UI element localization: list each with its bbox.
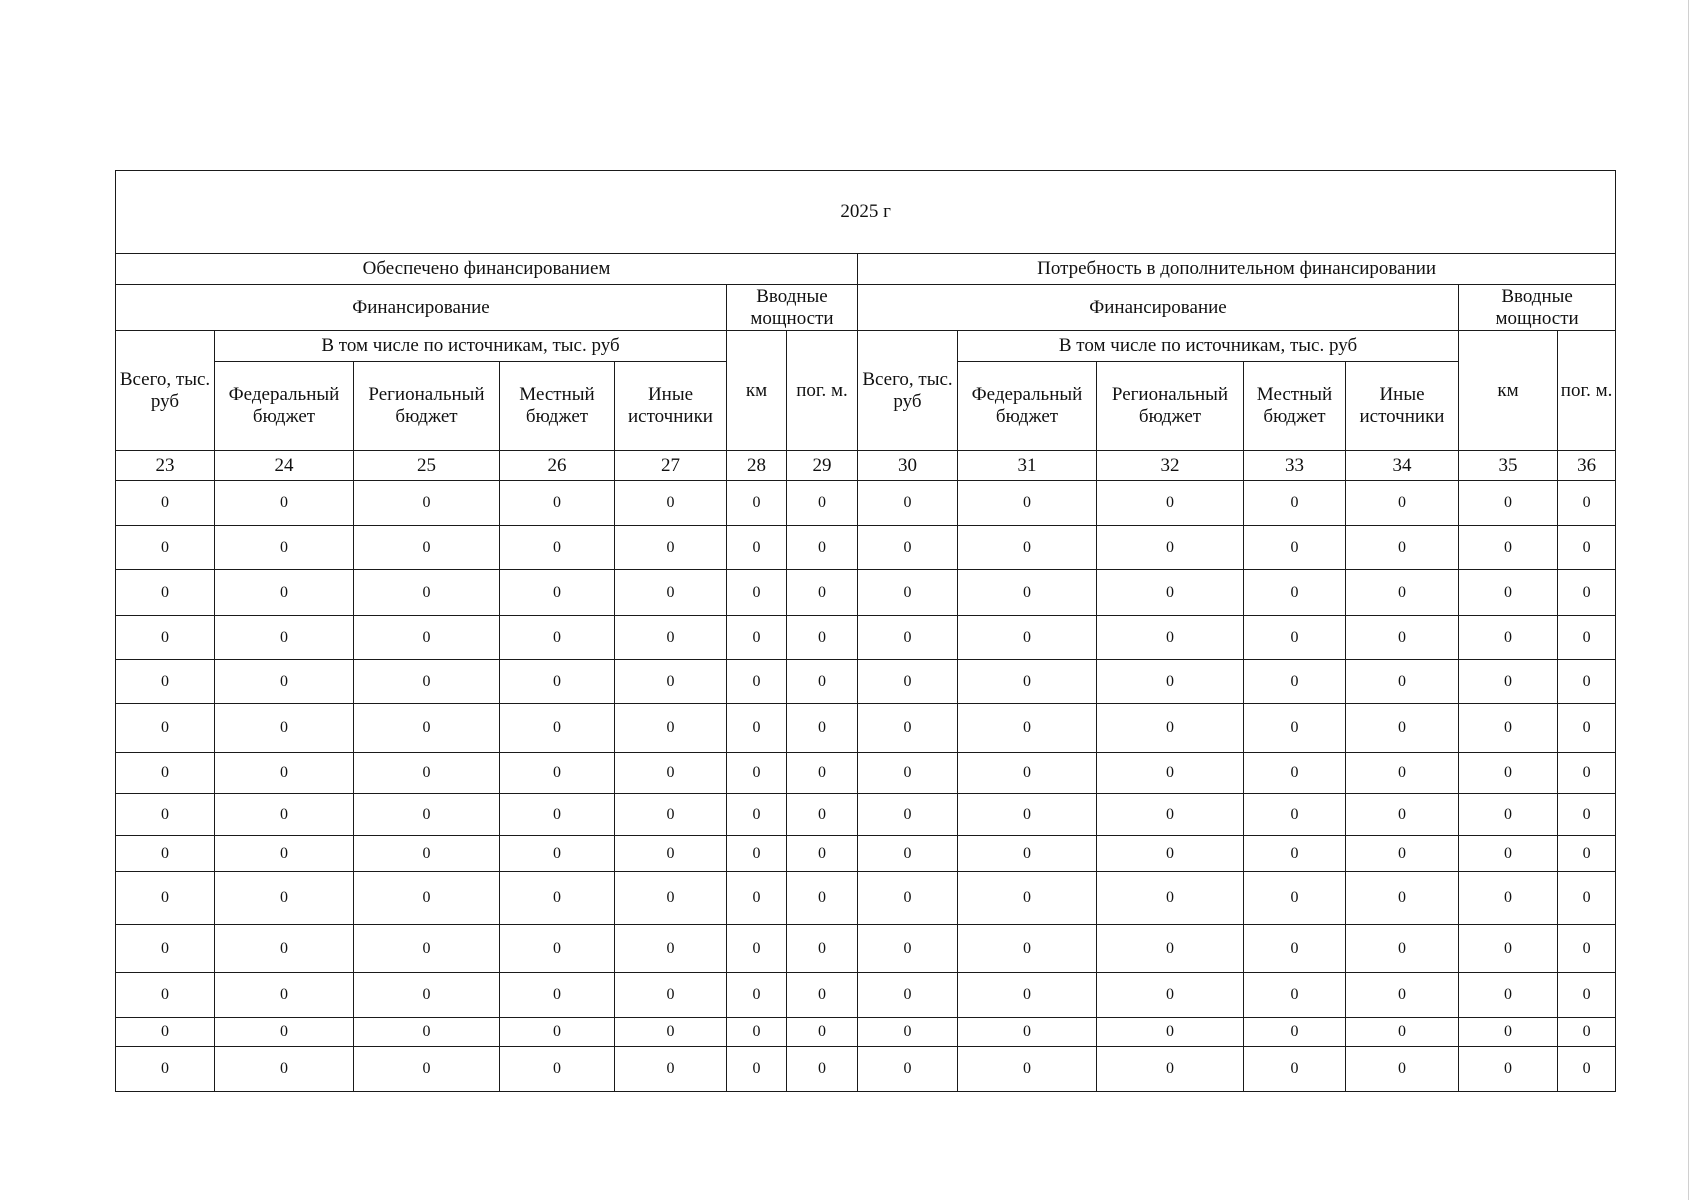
table-cell: 0 xyxy=(116,973,215,1018)
table-cell: 0 xyxy=(215,1047,354,1092)
column-number-cell: 26 xyxy=(500,451,615,481)
table-cell: 0 xyxy=(500,925,615,973)
table-cell: 0 xyxy=(116,872,215,925)
table-cell: 0 xyxy=(858,1047,958,1092)
column-number-cell: 36 xyxy=(1558,451,1616,481)
table-cell: 0 xyxy=(1244,660,1346,704)
table-cell: 0 xyxy=(116,570,215,616)
table-cell: 0 xyxy=(354,794,500,836)
table-cell: 0 xyxy=(727,925,787,973)
table-cell: 0 xyxy=(858,481,958,526)
table-cell: 0 xyxy=(1244,481,1346,526)
table-cell: 0 xyxy=(215,704,354,753)
table-cell: 0 xyxy=(1558,704,1616,753)
secured-total-header: Всего, тыс. руб xyxy=(116,331,215,451)
column-number-row xyxy=(116,451,1616,481)
table-cell: 0 xyxy=(858,753,958,794)
table-row xyxy=(116,570,1616,616)
table-cell: 0 xyxy=(1097,872,1244,925)
table-cell: 0 xyxy=(958,794,1097,836)
table-cell: 0 xyxy=(615,872,727,925)
table-cell: 0 xyxy=(215,794,354,836)
table-row xyxy=(116,481,1616,526)
table-cell: 0 xyxy=(615,1018,727,1047)
table-cell: 0 xyxy=(787,925,858,973)
table-cell: 0 xyxy=(727,1047,787,1092)
table-cell: 0 xyxy=(500,570,615,616)
need-other-header: Иные источники xyxy=(1346,362,1459,451)
secured-local-header: Местный бюджет xyxy=(500,362,615,451)
table-cell: 0 xyxy=(1346,753,1459,794)
column-number-cell: 27 xyxy=(615,451,727,481)
table-cell: 0 xyxy=(1459,526,1558,570)
table-cell: 0 xyxy=(858,526,958,570)
table-cell: 0 xyxy=(354,1047,500,1092)
secured-other-header: Иные источники xyxy=(615,362,727,451)
table-row xyxy=(116,872,1616,925)
table-cell: 0 xyxy=(1558,1018,1616,1047)
column-number-cell: 31 xyxy=(958,451,1097,481)
table-cell: 0 xyxy=(354,1018,500,1047)
table-cell: 0 xyxy=(787,1018,858,1047)
table-cell: 0 xyxy=(1346,481,1459,526)
table-cell: 0 xyxy=(787,660,858,704)
table-cell: 0 xyxy=(858,872,958,925)
table-cell: 0 xyxy=(958,973,1097,1018)
table-cell: 0 xyxy=(727,526,787,570)
table-cell: 0 xyxy=(1558,925,1616,973)
table-cell: 0 xyxy=(1097,794,1244,836)
table-cell: 0 xyxy=(787,1047,858,1092)
secured-federal-header: Федеральный бюджет xyxy=(215,362,354,451)
table-cell: 0 xyxy=(215,616,354,660)
table-cell: 0 xyxy=(1097,753,1244,794)
table-cell: 0 xyxy=(858,836,958,872)
need-regional-header: Региональный бюджет xyxy=(1097,362,1244,451)
table-cell: 0 xyxy=(1346,704,1459,753)
table-cell: 0 xyxy=(1097,925,1244,973)
table-cell: 0 xyxy=(500,526,615,570)
table-cell: 0 xyxy=(615,1047,727,1092)
table-cell: 0 xyxy=(116,526,215,570)
table-cell: 0 xyxy=(1097,616,1244,660)
table-cell: 0 xyxy=(958,925,1097,973)
table-cell: 0 xyxy=(1459,481,1558,526)
table-row xyxy=(116,794,1616,836)
table-cell: 0 xyxy=(1097,836,1244,872)
table-cell: 0 xyxy=(1244,1018,1346,1047)
table-cell: 0 xyxy=(958,753,1097,794)
table-cell: 0 xyxy=(958,704,1097,753)
table-cell: 0 xyxy=(354,973,500,1018)
table-cell: 0 xyxy=(1244,872,1346,925)
table-cell: 0 xyxy=(1244,704,1346,753)
need-financing-header: Финансирование xyxy=(858,285,1459,331)
table-cell: 0 xyxy=(1558,1047,1616,1092)
table-cell: 0 xyxy=(858,660,958,704)
table-cell: 0 xyxy=(615,526,727,570)
table-cell: 0 xyxy=(615,481,727,526)
table-cell: 0 xyxy=(1346,836,1459,872)
table-cell: 0 xyxy=(1244,753,1346,794)
table-cell: 0 xyxy=(1346,1047,1459,1092)
table-cell: 0 xyxy=(1558,660,1616,704)
table-cell: 0 xyxy=(858,570,958,616)
table-row xyxy=(116,1047,1616,1092)
table-cell: 0 xyxy=(1558,526,1616,570)
year-title: 2025 г xyxy=(116,171,1616,254)
table-cell: 0 xyxy=(500,481,615,526)
table-cell: 0 xyxy=(958,1018,1097,1047)
need-capacity-header: Вводные мощности xyxy=(1459,285,1616,331)
table-cell: 0 xyxy=(215,836,354,872)
table-cell: 0 xyxy=(858,1018,958,1047)
table-row xyxy=(116,1018,1616,1047)
table-cell: 0 xyxy=(354,704,500,753)
table-cell: 0 xyxy=(500,1047,615,1092)
table-cell: 0 xyxy=(215,973,354,1018)
table-cell: 0 xyxy=(615,753,727,794)
table-cell: 0 xyxy=(1244,526,1346,570)
table-cell: 0 xyxy=(1459,1047,1558,1092)
table-cell: 0 xyxy=(1097,1047,1244,1092)
table-cell: 0 xyxy=(787,794,858,836)
table-cell: 0 xyxy=(1244,925,1346,973)
table-cell: 0 xyxy=(958,570,1097,616)
table-cell: 0 xyxy=(1558,616,1616,660)
table-cell: 0 xyxy=(116,794,215,836)
table-cell: 0 xyxy=(858,704,958,753)
table-cell: 0 xyxy=(1346,794,1459,836)
table-cell: 0 xyxy=(116,753,215,794)
table-cell: 0 xyxy=(1459,616,1558,660)
table-cell: 0 xyxy=(354,616,500,660)
table-cell: 0 xyxy=(727,704,787,753)
column-number-cell: 25 xyxy=(354,451,500,481)
table-cell: 0 xyxy=(1558,794,1616,836)
table-cell: 0 xyxy=(116,660,215,704)
table-cell: 0 xyxy=(615,973,727,1018)
table-cell: 0 xyxy=(1346,616,1459,660)
column-number-cell: 33 xyxy=(1244,451,1346,481)
table-cell: 0 xyxy=(215,570,354,616)
table-cell: 0 xyxy=(354,660,500,704)
table-cell: 0 xyxy=(727,753,787,794)
table-cell: 0 xyxy=(500,753,615,794)
secured-capacity-header: Вводные мощности xyxy=(727,285,858,331)
column-number-cell: 32 xyxy=(1097,451,1244,481)
table-cell: 0 xyxy=(215,481,354,526)
column-number-cell: 23 xyxy=(116,451,215,481)
table-cell: 0 xyxy=(958,1047,1097,1092)
table-cell: 0 xyxy=(500,704,615,753)
table-cell: 0 xyxy=(1244,1047,1346,1092)
need-local-header: Местный бюджет xyxy=(1244,362,1346,451)
table-cell: 0 xyxy=(787,753,858,794)
financing-table xyxy=(115,170,1616,1092)
table-cell: 0 xyxy=(215,526,354,570)
need-federal-header: Федеральный бюджет xyxy=(958,362,1097,451)
table-cell: 0 xyxy=(1459,704,1558,753)
table-cell: 0 xyxy=(787,616,858,660)
table-cell: 0 xyxy=(1244,794,1346,836)
table-cell: 0 xyxy=(727,481,787,526)
table-cell: 0 xyxy=(1097,570,1244,616)
table-cell: 0 xyxy=(1097,660,1244,704)
table-cell: 0 xyxy=(615,925,727,973)
table-cell: 0 xyxy=(215,660,354,704)
table-cell: 0 xyxy=(1346,872,1459,925)
table-cell: 0 xyxy=(1459,660,1558,704)
need-total-header: Всего, тыс. руб xyxy=(858,331,958,451)
table-cell: 0 xyxy=(1244,570,1346,616)
table-cell: 0 xyxy=(1558,570,1616,616)
table-cell: 0 xyxy=(500,836,615,872)
table-cell: 0 xyxy=(1346,1018,1459,1047)
table-cell: 0 xyxy=(1244,836,1346,872)
table-cell: 0 xyxy=(1459,1018,1558,1047)
table-cell: 0 xyxy=(354,836,500,872)
column-number-cell: 34 xyxy=(1346,451,1459,481)
table-cell: 0 xyxy=(1459,753,1558,794)
table-cell: 0 xyxy=(1558,872,1616,925)
table-cell: 0 xyxy=(1459,570,1558,616)
page-edge-line xyxy=(1688,0,1689,1200)
column-number-cell: 24 xyxy=(215,451,354,481)
table-cell: 0 xyxy=(116,481,215,526)
table-cell: 0 xyxy=(116,616,215,660)
table-cell: 0 xyxy=(1097,526,1244,570)
table-row xyxy=(116,660,1616,704)
table-cell: 0 xyxy=(215,1018,354,1047)
table-cell: 0 xyxy=(500,973,615,1018)
table-cell: 0 xyxy=(958,616,1097,660)
table-cell: 0 xyxy=(1558,836,1616,872)
table-cell: 0 xyxy=(1097,973,1244,1018)
table-row xyxy=(116,973,1616,1018)
table-cell: 0 xyxy=(1459,925,1558,973)
table-cell: 0 xyxy=(116,925,215,973)
table-cell: 0 xyxy=(116,1047,215,1092)
column-number-cell: 29 xyxy=(787,451,858,481)
table-cell: 0 xyxy=(787,570,858,616)
table-cell: 0 xyxy=(1459,794,1558,836)
table-cell: 0 xyxy=(1097,1018,1244,1047)
table-cell: 0 xyxy=(958,660,1097,704)
table-cell: 0 xyxy=(727,1018,787,1047)
table-cell: 0 xyxy=(500,660,615,704)
table-cell: 0 xyxy=(858,794,958,836)
table-cell: 0 xyxy=(858,925,958,973)
table-cell: 0 xyxy=(615,616,727,660)
table-cell: 0 xyxy=(727,872,787,925)
table-cell: 0 xyxy=(1459,836,1558,872)
table-cell: 0 xyxy=(727,836,787,872)
secured-by-sources-header: В том числе по источникам, тыс. руб xyxy=(215,331,727,362)
table-cell: 0 xyxy=(1459,973,1558,1018)
secured-km-header: км xyxy=(727,331,787,451)
column-number-cell: 28 xyxy=(727,451,787,481)
secured-financing-header: Финансирование xyxy=(116,285,727,331)
table-cell: 0 xyxy=(958,481,1097,526)
table-cell: 0 xyxy=(500,794,615,836)
table-row xyxy=(116,836,1616,872)
table-cell: 0 xyxy=(727,570,787,616)
table-cell: 0 xyxy=(354,570,500,616)
table-cell: 0 xyxy=(958,872,1097,925)
table-cell: 0 xyxy=(1346,925,1459,973)
table-cell: 0 xyxy=(615,794,727,836)
table-cell: 0 xyxy=(1244,973,1346,1018)
secured-regional-header: Региональный бюджет xyxy=(354,362,500,451)
table-cell: 0 xyxy=(116,1018,215,1047)
table-cell: 0 xyxy=(1346,526,1459,570)
table-cell: 0 xyxy=(958,526,1097,570)
table-cell: 0 xyxy=(215,925,354,973)
table-row xyxy=(116,753,1616,794)
table-cell: 0 xyxy=(615,836,727,872)
group-secured-header: Обеспечено финансированием xyxy=(116,254,858,285)
table-cell: 0 xyxy=(615,570,727,616)
table-cell: 0 xyxy=(215,872,354,925)
table-cell: 0 xyxy=(354,925,500,973)
table-cell: 0 xyxy=(1558,753,1616,794)
secured-pog-m-header: пог. м. xyxy=(787,331,858,451)
table-cell: 0 xyxy=(1558,973,1616,1018)
table-cell: 0 xyxy=(500,872,615,925)
table-cell: 0 xyxy=(787,836,858,872)
table-cell: 0 xyxy=(858,616,958,660)
table-cell: 0 xyxy=(1346,570,1459,616)
need-by-sources-header: В том числе по источникам, тыс. руб xyxy=(958,331,1459,362)
table-cell: 0 xyxy=(727,616,787,660)
table-cell: 0 xyxy=(787,872,858,925)
table-cell: 0 xyxy=(1244,616,1346,660)
table-row xyxy=(116,925,1616,973)
table-cell: 0 xyxy=(500,616,615,660)
table-cell: 0 xyxy=(1558,481,1616,526)
table-cell: 0 xyxy=(354,526,500,570)
table-cell: 0 xyxy=(727,794,787,836)
table-cell: 0 xyxy=(1097,704,1244,753)
table-row xyxy=(116,526,1616,570)
table-cell: 0 xyxy=(354,872,500,925)
column-number-cell: 30 xyxy=(858,451,958,481)
table-cell: 0 xyxy=(215,753,354,794)
table-cell: 0 xyxy=(787,481,858,526)
table-cell: 0 xyxy=(354,753,500,794)
table-row xyxy=(116,616,1616,660)
table-cell: 0 xyxy=(727,973,787,1018)
group-need-header: Потребность в дополнительном финансировании xyxy=(858,254,1616,285)
table-cell: 0 xyxy=(116,704,215,753)
table-cell: 0 xyxy=(116,836,215,872)
table-cell: 0 xyxy=(1459,872,1558,925)
table-cell: 0 xyxy=(958,836,1097,872)
table-cell: 0 xyxy=(1346,973,1459,1018)
table-cell: 0 xyxy=(787,704,858,753)
table-cell: 0 xyxy=(354,481,500,526)
table-cell: 0 xyxy=(500,1018,615,1047)
table-cell: 0 xyxy=(727,660,787,704)
need-km-header: км xyxy=(1459,331,1558,451)
column-number-cell: 35 xyxy=(1459,451,1558,481)
table-cell: 0 xyxy=(615,704,727,753)
table-cell: 0 xyxy=(787,973,858,1018)
table-cell: 0 xyxy=(787,526,858,570)
table-cell: 0 xyxy=(615,660,727,704)
table-cell: 0 xyxy=(1346,660,1459,704)
table-row xyxy=(116,704,1616,753)
need-pog-m-header: пог. м. xyxy=(1558,331,1616,451)
table-cell: 0 xyxy=(1097,481,1244,526)
table-cell: 0 xyxy=(858,973,958,1018)
